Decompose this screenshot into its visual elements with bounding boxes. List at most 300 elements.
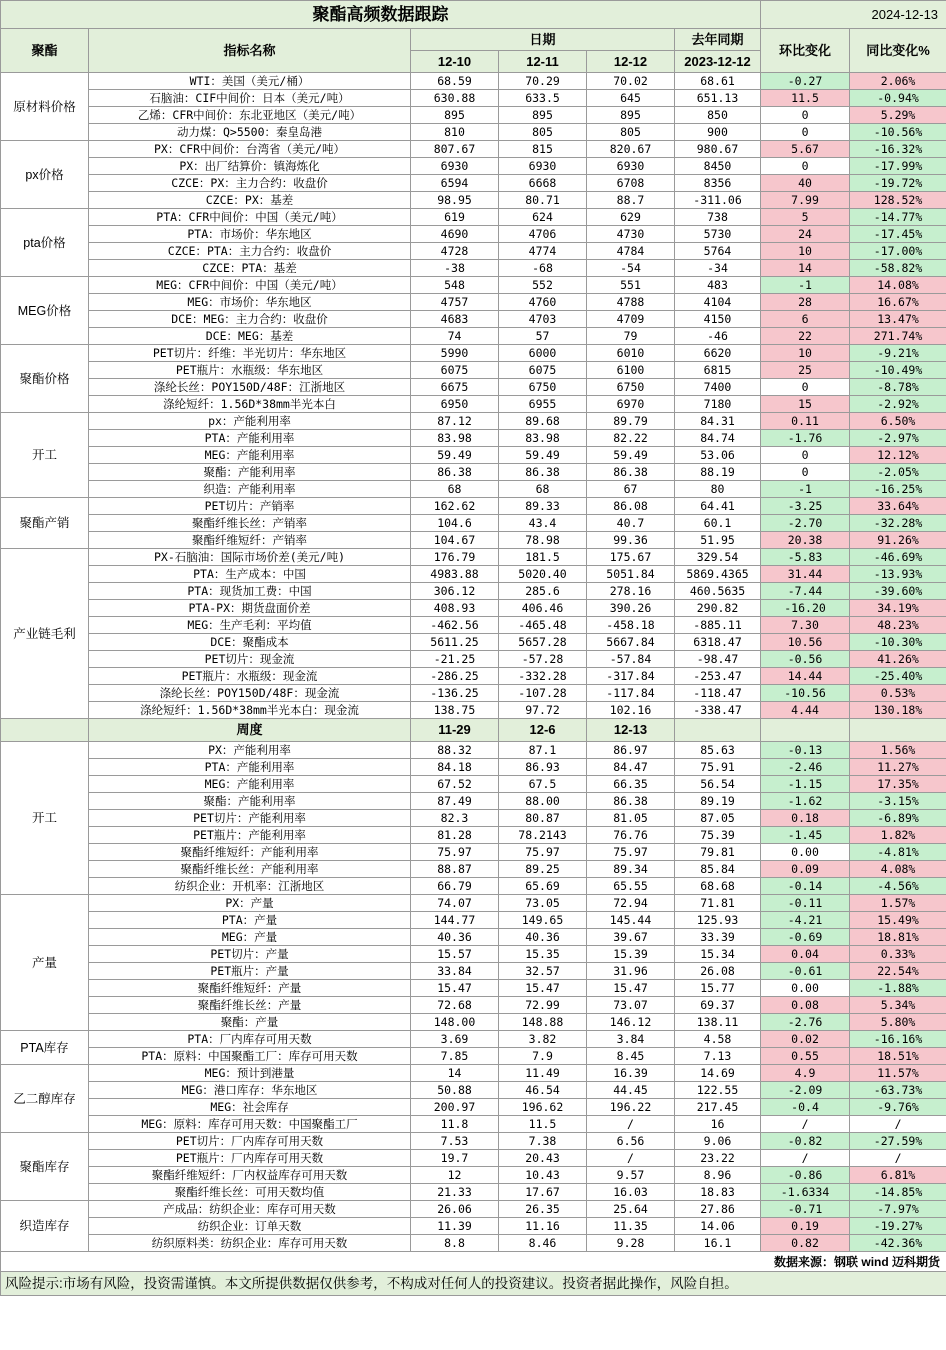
value-last-year: 26.08: [675, 963, 761, 980]
value-3: -57.84: [587, 651, 675, 668]
value-last-year: 8356: [675, 175, 761, 192]
category-label: 聚酯库存: [1, 1133, 89, 1201]
mom-change: -1.6334: [761, 1184, 850, 1201]
header-date-2: 12-11: [499, 51, 587, 73]
value-2: 86.38: [499, 464, 587, 481]
value-last-year: -34: [675, 260, 761, 277]
value-2: 80.87: [499, 810, 587, 827]
mom-change: -2.70: [761, 515, 850, 532]
category-label: 原材料价格: [1, 73, 89, 141]
table-row: [1, 481, 946, 498]
table-row: [1, 532, 946, 549]
yoy-change: -32.28%: [850, 515, 946, 532]
yoy-change: -16.16%: [850, 1031, 946, 1048]
yoy-change: 41.26%: [850, 651, 946, 668]
table-row: [1, 294, 946, 311]
source-row: [1, 1252, 946, 1272]
table-row: [1, 243, 946, 260]
mom-change: 6: [761, 311, 850, 328]
table-row: [1, 515, 946, 532]
value-last-year: 16: [675, 1116, 761, 1133]
mom-change: -2.46: [761, 759, 850, 776]
mom-change: 24: [761, 226, 850, 243]
value-2: 87.1: [499, 742, 587, 759]
indicator-name: 聚酯纤维长丝：可用天数均值: [89, 1184, 411, 1201]
value-3: 16.03: [587, 1184, 675, 1201]
table-row: [1, 980, 946, 997]
value-2: 148.88: [499, 1014, 587, 1031]
table-row: [1, 1201, 946, 1218]
value-3: 175.67: [587, 549, 675, 566]
value-3: 4709: [587, 311, 675, 328]
value-last-year: 85.84: [675, 861, 761, 878]
value-3: /: [587, 1116, 675, 1133]
value-3: 67: [587, 481, 675, 498]
table-row: [1, 827, 946, 844]
table-row: [1, 1184, 946, 1201]
table-row: [1, 793, 946, 810]
value-1: 148.00: [411, 1014, 499, 1031]
indicator-name: 石脑油：CIF中间价：日本（美元/吨）: [89, 90, 411, 107]
yoy-change: 271.74%: [850, 328, 946, 345]
table-row: [1, 651, 946, 668]
value-3: 5051.84: [587, 566, 675, 583]
table-row: [1, 810, 946, 827]
indicator-name: PTA：产量: [89, 912, 411, 929]
table-row: [1, 464, 946, 481]
indicator-name: 聚酯：产量: [89, 1014, 411, 1031]
mom-change: 0: [761, 158, 850, 175]
value-3: 15.39: [587, 946, 675, 963]
mom-change: -0.14: [761, 878, 850, 895]
table-row: [1, 1150, 946, 1167]
weekly-header-blank: [850, 719, 946, 742]
value-2: 6930: [499, 158, 587, 175]
value-last-year: 980.67: [675, 141, 761, 158]
value-1: 6594: [411, 175, 499, 192]
table-row: [1, 1065, 946, 1082]
yoy-change: -19.27%: [850, 1218, 946, 1235]
value-3: 196.22: [587, 1099, 675, 1116]
value-last-year: 27.86: [675, 1201, 761, 1218]
mom-change: 10: [761, 345, 850, 362]
mom-change: 7.30: [761, 617, 850, 634]
indicator-name: PET瓶片：水瓶级：现金流: [89, 668, 411, 685]
value-last-year: 125.93: [675, 912, 761, 929]
value-3: 86.38: [587, 464, 675, 481]
risk-notice: 风险提示:市场有风险，投资需谨慎。本文所提供数据仅供参考，不构成对任何人的投资建议。投资者据此操作，风险自担。: [1, 1272, 946, 1296]
mom-change: 25: [761, 362, 850, 379]
indicator-name: MEG：市场价：华东地区: [89, 294, 411, 311]
yoy-change: 1.57%: [850, 895, 946, 912]
value-1: 11.8: [411, 1116, 499, 1133]
value-2: 5657.28: [499, 634, 587, 651]
weekly-label: 周度: [89, 719, 411, 742]
indicator-name: PTA：产能利用率: [89, 759, 411, 776]
mom-change: -5.83: [761, 549, 850, 566]
category-label: px价格: [1, 141, 89, 209]
table-row: [1, 107, 946, 124]
mom-change: -1.45: [761, 827, 850, 844]
value-2: 43.4: [499, 515, 587, 532]
mom-change: -0.86: [761, 1167, 850, 1184]
value-last-year: 6620: [675, 345, 761, 362]
yoy-change: -17.45%: [850, 226, 946, 243]
weekly-header-blank: [761, 719, 850, 742]
weekly-date-3: 12-13: [587, 719, 675, 742]
indicator-name: 纺织企业：订单天数: [89, 1218, 411, 1235]
table-row: [1, 277, 946, 294]
yoy-change: -4.56%: [850, 878, 946, 895]
value-1: 88.32: [411, 742, 499, 759]
value-2: 57: [499, 328, 587, 345]
value-2: 15.47: [499, 980, 587, 997]
title-row: [1, 1, 946, 29]
indicator-name: 产成品：纺织企业：库存可用天数: [89, 1201, 411, 1218]
weekly-header-row: [1, 719, 946, 742]
value-last-year: 738: [675, 209, 761, 226]
yoy-change: -4.81%: [850, 844, 946, 861]
table-row: [1, 1218, 946, 1235]
indicator-name: PTA：生产成本：中国: [89, 566, 411, 583]
table-row: [1, 379, 946, 396]
value-1: 75.97: [411, 844, 499, 861]
mom-change: 7.99: [761, 192, 850, 209]
table-row: [1, 844, 946, 861]
value-last-year: 75.39: [675, 827, 761, 844]
header-indicator: 指标名称: [89, 29, 411, 73]
value-last-year: 290.82: [675, 600, 761, 617]
value-3: 6750: [587, 379, 675, 396]
yoy-change: 6.50%: [850, 413, 946, 430]
value-1: 67.52: [411, 776, 499, 793]
yoy-change: -10.30%: [850, 634, 946, 651]
mom-change: 0: [761, 124, 850, 141]
yoy-change: -58.82%: [850, 260, 946, 277]
value-3: 9.57: [587, 1167, 675, 1184]
mom-change: -0.11: [761, 895, 850, 912]
mom-change: 0.00: [761, 980, 850, 997]
mom-change: 0.02: [761, 1031, 850, 1048]
value-last-year: 7180: [675, 396, 761, 413]
header-row-1: [1, 29, 946, 51]
value-3: 70.02: [587, 73, 675, 90]
value-1: 74: [411, 328, 499, 345]
value-2: 6668: [499, 175, 587, 192]
indicator-name: 聚酯：产能利用率: [89, 793, 411, 810]
yoy-change: -2.05%: [850, 464, 946, 481]
table-row: [1, 1014, 946, 1031]
indicator-name: 涤纶长丝：POY150D/48F：江浙地区: [89, 379, 411, 396]
value-last-year: 8.96: [675, 1167, 761, 1184]
mom-change: 15: [761, 396, 850, 413]
header-date-group: 日期: [411, 29, 675, 51]
value-2: 6955: [499, 396, 587, 413]
mom-change: 0: [761, 447, 850, 464]
category-label: 产业链毛利: [1, 549, 89, 719]
value-last-year: 56.54: [675, 776, 761, 793]
yoy-change: -10.49%: [850, 362, 946, 379]
value-last-year: 60.1: [675, 515, 761, 532]
value-1: 138.75: [411, 702, 499, 719]
value-1: 4728: [411, 243, 499, 260]
value-2: 86.93: [499, 759, 587, 776]
value-1: 74.07: [411, 895, 499, 912]
value-last-year: 651.13: [675, 90, 761, 107]
value-last-year: 14.69: [675, 1065, 761, 1082]
value-last-year: 85.63: [675, 742, 761, 759]
value-3: 6010: [587, 345, 675, 362]
value-2: 40.36: [499, 929, 587, 946]
mom-change: -0.13: [761, 742, 850, 759]
yoy-change: 5.34%: [850, 997, 946, 1014]
value-2: -465.48: [499, 617, 587, 634]
value-1: -136.25: [411, 685, 499, 702]
value-2: 65.69: [499, 878, 587, 895]
value-2: 8.46: [499, 1235, 587, 1252]
table-row: [1, 1031, 946, 1048]
yoy-change: -7.97%: [850, 1201, 946, 1218]
value-3: 65.55: [587, 878, 675, 895]
mom-change: 4.44: [761, 702, 850, 719]
table-row: [1, 685, 946, 702]
value-2: 75.97: [499, 844, 587, 861]
indicator-name: 涤纶短纤：1.56D*38mm半光本白：现金流: [89, 702, 411, 719]
value-1: 26.06: [411, 1201, 499, 1218]
table-row: [1, 396, 946, 413]
yoy-change: 6.81%: [850, 1167, 946, 1184]
header-yoy: 同比变化%: [850, 29, 946, 73]
yoy-change: -17.00%: [850, 243, 946, 260]
value-1: 7.85: [411, 1048, 499, 1065]
table-row: [1, 929, 946, 946]
value-2: 68: [499, 481, 587, 498]
mom-change: 0.11: [761, 413, 850, 430]
value-1: 4757: [411, 294, 499, 311]
value-last-year: 64.41: [675, 498, 761, 515]
yoy-change: 4.08%: [850, 861, 946, 878]
value-2: 88.00: [499, 793, 587, 810]
value-2: -68: [499, 260, 587, 277]
table-row: [1, 997, 946, 1014]
value-last-year: 53.06: [675, 447, 761, 464]
weekly-date-4: [675, 719, 761, 742]
value-2: 20.43: [499, 1150, 587, 1167]
value-3: 145.44: [587, 912, 675, 929]
indicator-name: PET瓶片：厂内库存可用天数: [89, 1150, 411, 1167]
indicator-name: PET切片：产销率: [89, 498, 411, 515]
table-row: [1, 1133, 946, 1150]
value-last-year: 75.91: [675, 759, 761, 776]
indicator-name: 织造：产能利用率: [89, 481, 411, 498]
value-3: 3.84: [587, 1031, 675, 1048]
value-last-year: 18.83: [675, 1184, 761, 1201]
value-last-year: 850: [675, 107, 761, 124]
table-row: [1, 566, 946, 583]
table-row: [1, 776, 946, 793]
value-last-year: -118.47: [675, 685, 761, 702]
indicator-name: CZCE：PTA：主力合约：收盘价: [89, 243, 411, 260]
value-3: 86.97: [587, 742, 675, 759]
yoy-change: -27.59%: [850, 1133, 946, 1150]
indicator-name: DCE：MEG：基差: [89, 328, 411, 345]
value-2: 59.49: [499, 447, 587, 464]
value-3: 84.47: [587, 759, 675, 776]
value-1: 4690: [411, 226, 499, 243]
mom-change: 0.09: [761, 861, 850, 878]
mom-change: -4.21: [761, 912, 850, 929]
mom-change: 0: [761, 379, 850, 396]
value-3: 805: [587, 124, 675, 141]
value-last-year: 460.5635: [675, 583, 761, 600]
page-title: 聚酯高频数据跟踪: [1, 1, 761, 29]
value-3: 39.67: [587, 929, 675, 946]
table-row: [1, 742, 946, 759]
mom-change: 14: [761, 260, 850, 277]
mom-change: -1.76: [761, 430, 850, 447]
value-1: 33.84: [411, 963, 499, 980]
weekly-date-2: 12-6: [499, 719, 587, 742]
value-last-year: 14.06: [675, 1218, 761, 1235]
mom-change: 0.19: [761, 1218, 850, 1235]
value-2: 83.98: [499, 430, 587, 447]
value-last-year: 23.22: [675, 1150, 761, 1167]
mom-change: 0: [761, 464, 850, 481]
value-1: -38: [411, 260, 499, 277]
mom-change: 0.08: [761, 997, 850, 1014]
value-2: -57.28: [499, 651, 587, 668]
table-row: [1, 702, 946, 719]
value-1: 98.95: [411, 192, 499, 209]
value-3: 895: [587, 107, 675, 124]
table-row: [1, 1082, 946, 1099]
value-1: -462.56: [411, 617, 499, 634]
value-3: 44.45: [587, 1082, 675, 1099]
indicator-name: PX：产量: [89, 895, 411, 912]
value-2: 5020.40: [499, 566, 587, 583]
value-1: 66.79: [411, 878, 499, 895]
value-2: -332.28: [499, 668, 587, 685]
value-3: 390.26: [587, 600, 675, 617]
value-3: 278.16: [587, 583, 675, 600]
value-2: 89.68: [499, 413, 587, 430]
value-last-year: 6815: [675, 362, 761, 379]
table-row: [1, 549, 946, 566]
value-1: 810: [411, 124, 499, 141]
value-1: 81.28: [411, 827, 499, 844]
table-row: [1, 1048, 946, 1065]
value-1: 6950: [411, 396, 499, 413]
weekly-date-1: 11-29: [411, 719, 499, 742]
value-last-year: 33.39: [675, 929, 761, 946]
indicator-name: PET切片：产量: [89, 946, 411, 963]
value-3: 89.79: [587, 413, 675, 430]
value-2: -107.28: [499, 685, 587, 702]
table-row: [1, 895, 946, 912]
indicator-name: DCE：聚酯成本: [89, 634, 411, 651]
indicator-name: PTA：厂内库存可用天数: [89, 1031, 411, 1048]
value-last-year: 84.74: [675, 430, 761, 447]
value-2: 181.5: [499, 549, 587, 566]
value-last-year: 900: [675, 124, 761, 141]
mom-change: -0.27: [761, 73, 850, 90]
value-2: 633.5: [499, 90, 587, 107]
value-2: 89.33: [499, 498, 587, 515]
value-1: 82.3: [411, 810, 499, 827]
value-3: 75.97: [587, 844, 675, 861]
yoy-change: -14.77%: [850, 209, 946, 226]
table-row: [1, 498, 946, 515]
yoy-change: -0.94%: [850, 90, 946, 107]
value-2: 552: [499, 277, 587, 294]
yoy-change: 91.26%: [850, 532, 946, 549]
value-1: -286.25: [411, 668, 499, 685]
mom-change: /: [761, 1116, 850, 1133]
indicator-name: PX：出厂结算价：镇海炼化: [89, 158, 411, 175]
yoy-change: -46.69%: [850, 549, 946, 566]
value-last-year: 6318.47: [675, 634, 761, 651]
indicator-name: px：产能利用率: [89, 413, 411, 430]
yoy-change: -25.40%: [850, 668, 946, 685]
value-2: 3.82: [499, 1031, 587, 1048]
category-label: MEG价格: [1, 277, 89, 345]
value-2: 67.5: [499, 776, 587, 793]
mom-change: -0.71: [761, 1201, 850, 1218]
yoy-change: -2.92%: [850, 396, 946, 413]
mom-change: 4.9: [761, 1065, 850, 1082]
value-2: 80.71: [499, 192, 587, 209]
value-last-year: 7.13: [675, 1048, 761, 1065]
yoy-change: /: [850, 1116, 946, 1133]
value-1: 4983.88: [411, 566, 499, 583]
value-3: 11.35: [587, 1218, 675, 1235]
yoy-change: 5.29%: [850, 107, 946, 124]
yoy-change: -16.25%: [850, 481, 946, 498]
value-3: /: [587, 1150, 675, 1167]
table-row: [1, 328, 946, 345]
value-3: 645: [587, 90, 675, 107]
mom-change: 31.44: [761, 566, 850, 583]
value-last-year: 71.81: [675, 895, 761, 912]
indicator-name: PET切片：现金流: [89, 651, 411, 668]
value-3: 15.47: [587, 980, 675, 997]
value-1: 548: [411, 277, 499, 294]
mom-change: 0.82: [761, 1235, 850, 1252]
value-2: 149.65: [499, 912, 587, 929]
table-row: [1, 963, 946, 980]
value-last-year: 79.81: [675, 844, 761, 861]
yoy-change: 11.27%: [850, 759, 946, 776]
yoy-change: 128.52%: [850, 192, 946, 209]
value-1: 59.49: [411, 447, 499, 464]
indicator-name: CZCE：PTA：基差: [89, 260, 411, 277]
indicator-name: 涤纶短纤：1.56D*38mm半光本白: [89, 396, 411, 413]
indicator-name: PTA：原料：中国聚酯工厂：库存可用天数: [89, 1048, 411, 1065]
mom-change: 10.56: [761, 634, 850, 651]
yoy-change: -8.78%: [850, 379, 946, 396]
indicator-name: 乙烯：CFR中间价：东北亚地区（美元/吨）: [89, 107, 411, 124]
value-1: 408.93: [411, 600, 499, 617]
value-last-year: 4104: [675, 294, 761, 311]
value-1: 619: [411, 209, 499, 226]
mom-change: -10.56: [761, 685, 850, 702]
value-3: 99.36: [587, 532, 675, 549]
value-last-year: 4150: [675, 311, 761, 328]
indicator-name: 涤纶长丝：POY150D/48F：现金流: [89, 685, 411, 702]
indicator-name: MEG：产能利用率: [89, 776, 411, 793]
indicator-name: 聚酯纤维长丝：产销率: [89, 515, 411, 532]
value-3: -54: [587, 260, 675, 277]
